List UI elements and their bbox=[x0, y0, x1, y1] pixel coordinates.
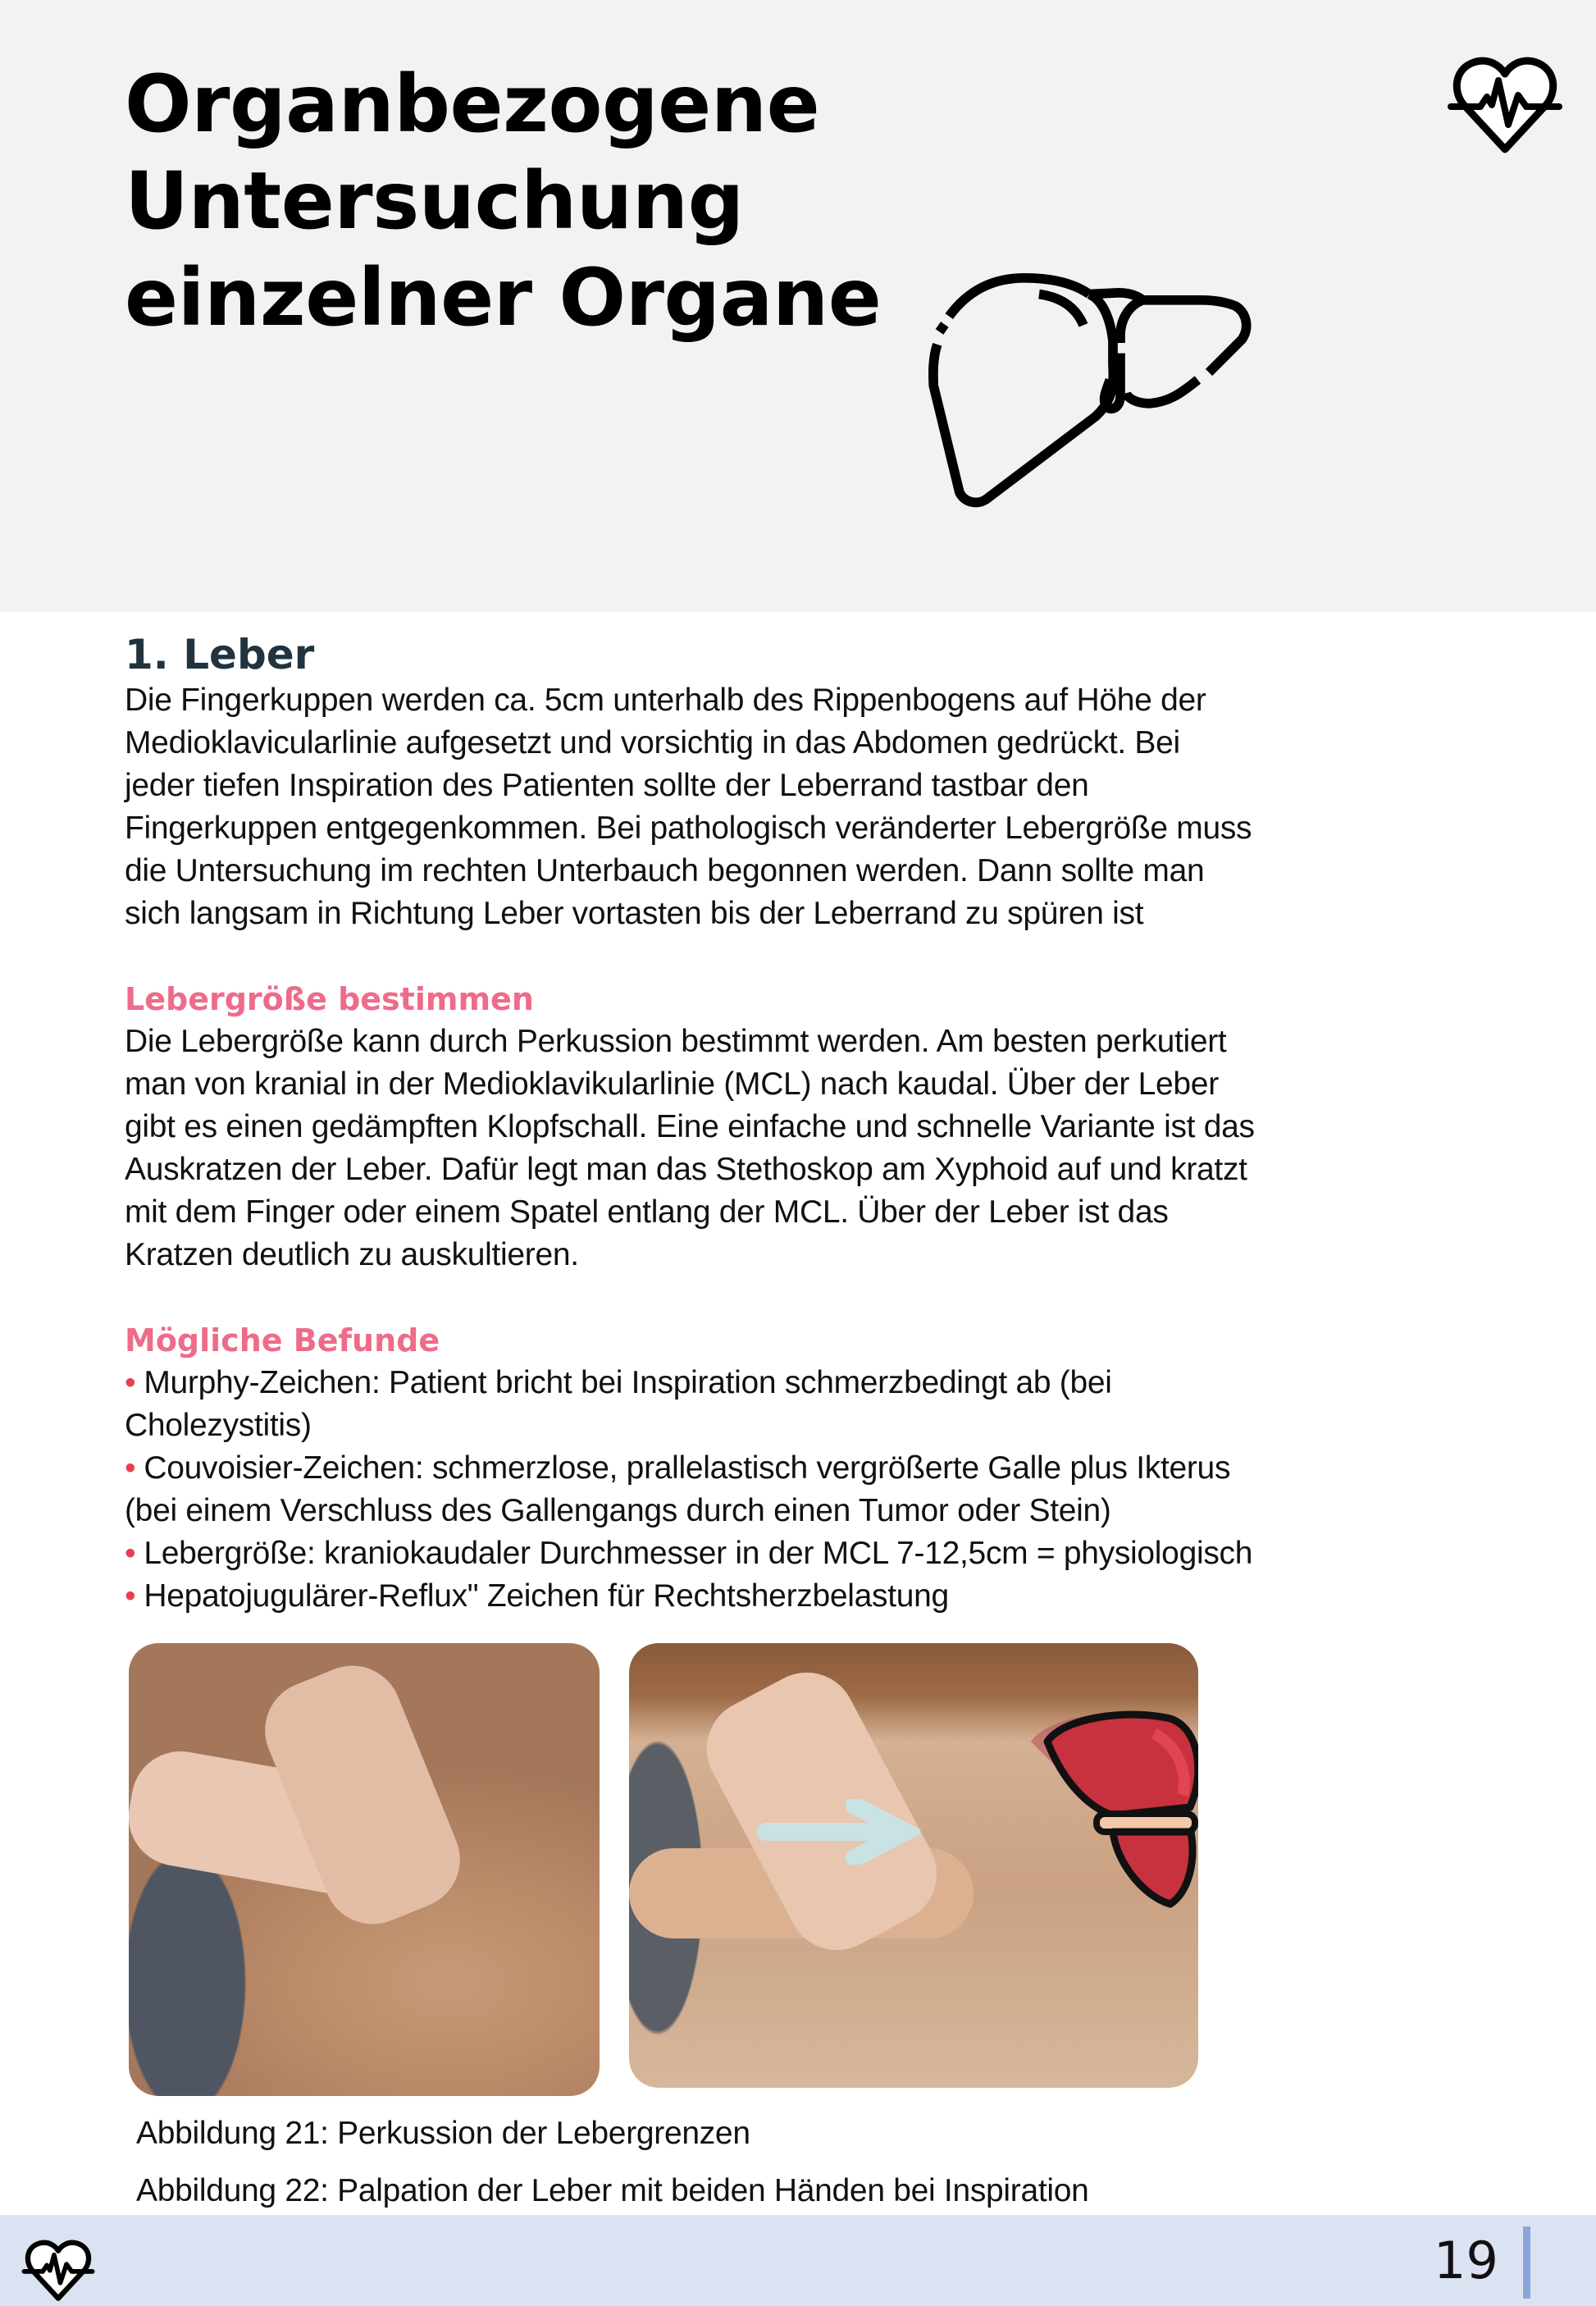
liver-size-line: Die Lebergröße kann durch Perkussion bestimmt werden. Am besten perkutiert bbox=[125, 1024, 1227, 1059]
liver-section bbox=[125, 630, 1478, 1618]
liver-outline-icon bbox=[906, 248, 1275, 527]
finding-item: • Couvoisier-Zeichen: schmerzlose, prallelastisch vergrößerte Galle plus Ikterus (bei einem Verschluss des Gallengangs durch einen Tumor oder Stein) bbox=[125, 1450, 1231, 1528]
subheading-liver-size: Lebergröße bestimmen bbox=[125, 981, 534, 1017]
intro-line: Medioklavicularlinie aufgesetzt und vorsichtig in das Abdomen gedrückt. Bei bbox=[125, 725, 1180, 760]
subheading-findings: Mögliche Befunde bbox=[125, 1322, 440, 1358]
finding-item: • Murphy-Zeichen: Patient bricht bei Inspiration schmerzbedingt ab (bei Cholezystitis) bbox=[125, 1365, 1112, 1443]
liver-illustration-icon bbox=[1015, 1701, 1198, 1914]
intro-line: die Untersuchung im rechten Unterbauch begonnen werden. Dann sollte man bbox=[125, 853, 1205, 888]
finding-item: • Lebergröße: kraniokaudaler Durchmesser in der MCL 7-12,5cm = physiologisch bbox=[125, 1536, 1253, 1571]
page-header bbox=[0, 0, 1596, 612]
page-number-divider bbox=[1523, 2226, 1530, 2299]
figure-21-caption: Abbildung 21: Perkussion der Lebergrenzen bbox=[136, 2116, 750, 2151]
figure-21-photo bbox=[129, 1643, 600, 2096]
figure-22-caption: Abbildung 22: Palpation der Leber mit beiden Händen bei Inspiration bbox=[136, 2173, 1089, 2208]
intro-line: jeder tiefen Inspiration des Patienten sollte der Leberrand tastbar den bbox=[125, 768, 1089, 803]
page-title-line-1: Organbezogene Untersuchung bbox=[125, 58, 820, 247]
findings-list bbox=[125, 1362, 1478, 1618]
bullet-icon: • bbox=[125, 1578, 136, 1614]
liver-size-line: Auskratzen der Leber. Dafür legt man das Stethoskop am Xyphoid auf und kratzt bbox=[125, 1152, 1247, 1187]
figure-22-photo bbox=[629, 1643, 1198, 2088]
intro-line: Die Fingerkuppen werden ca. 5cm unterhalb des Rippenbogens auf Höhe der bbox=[125, 683, 1206, 718]
page-title-line-2: einzelner Organe bbox=[125, 252, 882, 344]
intro-line: sich langsam in Richtung Leber vortasten bis der Leberrand zu spüren ist bbox=[125, 896, 1144, 931]
bullet-icon: • bbox=[125, 1536, 136, 1571]
bullet-icon: • bbox=[125, 1365, 136, 1400]
heart-pulse-icon bbox=[1448, 51, 1562, 158]
page-footer bbox=[0, 2215, 1596, 2306]
liver-size-line: gibt es einen gedämpften Klopfschall. Eine einfache und schnelle Variante ist das bbox=[125, 1109, 1255, 1144]
intro-paragraph bbox=[125, 679, 1478, 935]
finding-item: • Hepatojugulärer-Reflux" Zeichen für Rechtsherzbelastung bbox=[125, 1578, 949, 1614]
section-title: 1. Leber bbox=[125, 631, 315, 678]
heart-pulse-icon bbox=[18, 2236, 98, 2304]
page-number: 19 bbox=[1434, 2231, 1498, 2290]
intro-line: Fingerkuppen entgegenkommen. Bei pathologisch veränderter Lebergröße muss bbox=[125, 811, 1252, 846]
bullet-icon: • bbox=[125, 1450, 136, 1486]
arrow-right-icon bbox=[756, 1799, 920, 1865]
liver-size-line: man von kranial in der Medioklavikularlinie (MCL) nach kaudal. Über der Leber bbox=[125, 1066, 1219, 1102]
liver-size-paragraph bbox=[125, 1021, 1478, 1276]
liver-size-line: mit dem Finger oder einem Spatel entlang der MCL. Über der Leber ist das bbox=[125, 1194, 1169, 1230]
liver-size-line: Kratzen deutlich zu auskultieren. bbox=[125, 1237, 579, 1272]
